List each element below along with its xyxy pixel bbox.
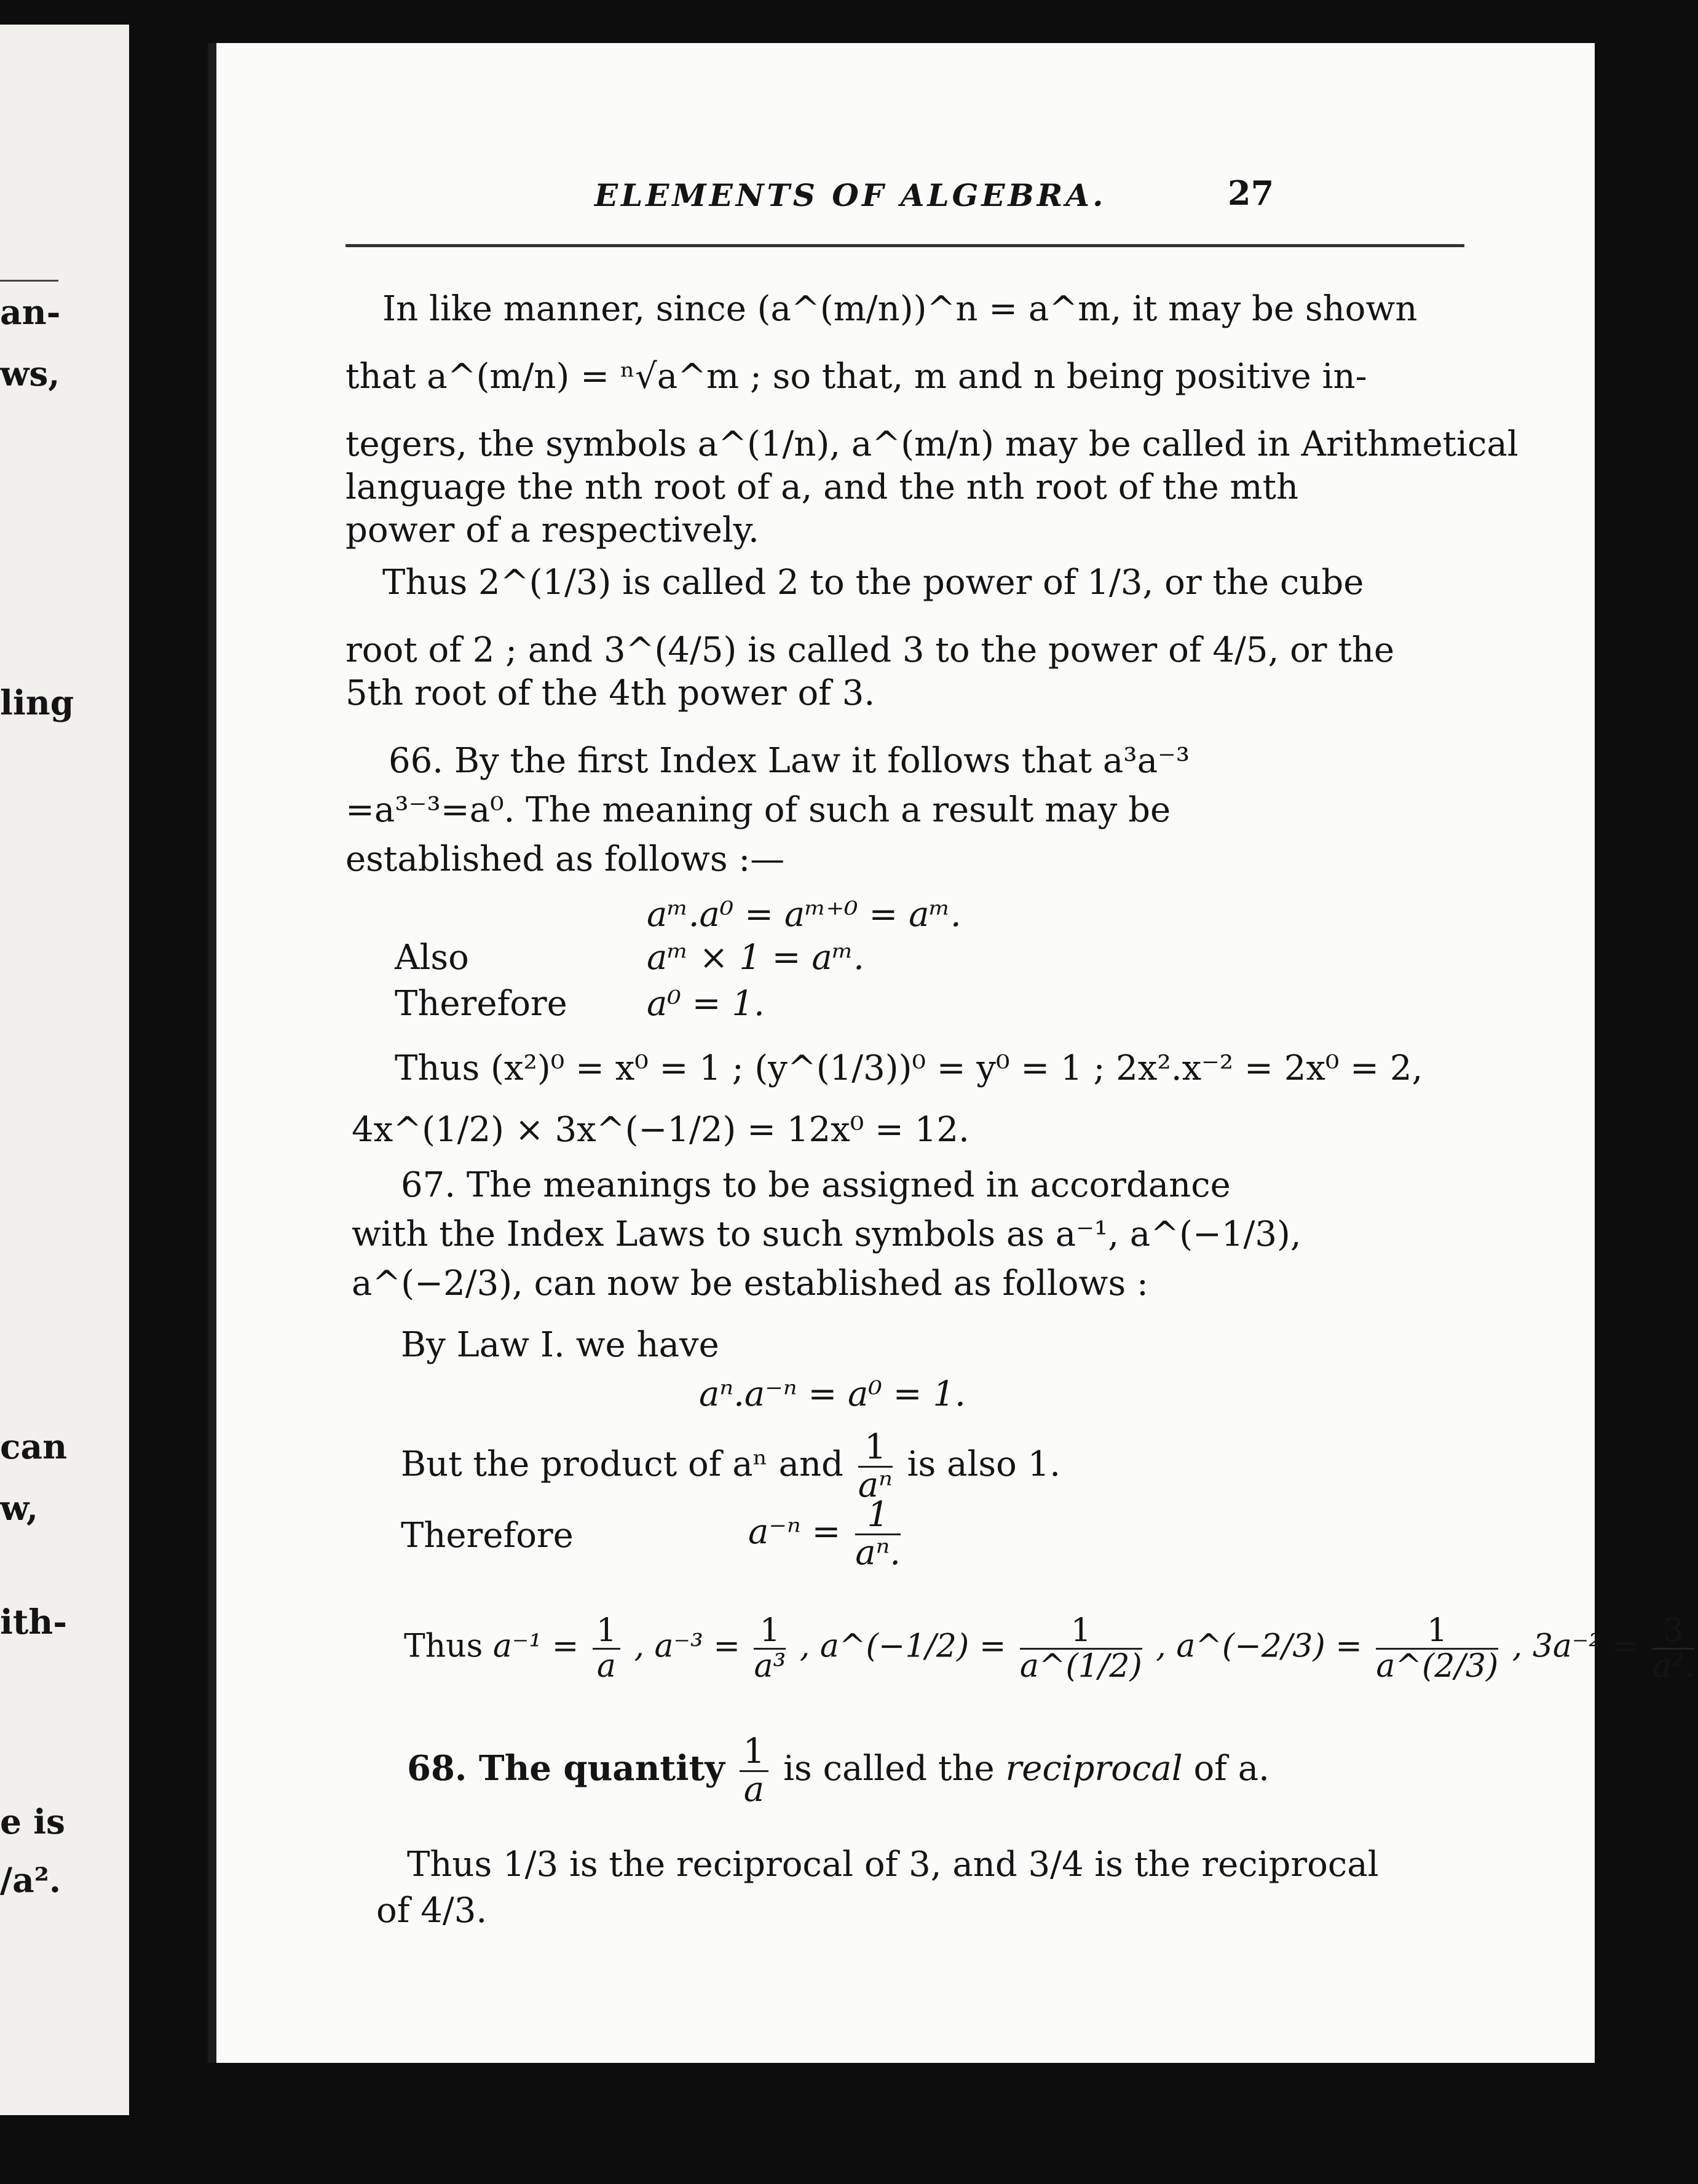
- book-page: [208, 43, 1695, 2063]
- facing-page-rule: [0, 280, 58, 282]
- margin-fragment: e is: [0, 1802, 65, 1842]
- margin-fragment: ws,: [0, 354, 60, 394]
- fraction: $\frac{1}{\text{a³}}$: [754, 1612, 786, 1685]
- section-66-line: 66. By the first Index Law it follows that a³a⁻³: [389, 741, 1190, 781]
- text-line: established as follows :—: [346, 839, 785, 879]
- product-text: But the product of aⁿ and: [401, 1444, 843, 1484]
- equation: aⁿ.a⁻ⁿ = a⁰ = 1.: [699, 1374, 966, 1414]
- margin-fragment: /a².: [0, 1860, 61, 1900]
- fraction-1-over-a: $\frac{1}{a}$: [740, 1734, 769, 1808]
- text-line: In like manner, since (a^(m/n))^n = a^m, it may be shown: [382, 289, 1418, 329]
- text-line: that a^(m/n) = ⁿ√a^m ; so that, m and n being positive in-: [346, 357, 1367, 397]
- facing-page-fragment: [0, 25, 129, 2115]
- running-title: ELEMENTS OF ALGEBRA.: [594, 177, 1107, 213]
- margin-fragment: an-: [0, 292, 61, 332]
- text-line: 5th root of the 4th power of 3.: [346, 673, 875, 713]
- text-line: Thus 1/3 is the reciprocal of 3, and 3/4 is the reciprocal: [407, 1845, 1379, 1885]
- equation: aᵐ × 1 = aᵐ.: [647, 938, 864, 978]
- section-67-line: 67. The meanings to be assigned in accordance: [401, 1165, 1231, 1205]
- fraction: $\frac{3}{\text{a².}}$: [1652, 1612, 1695, 1685]
- fraction: $\frac{1}{a\^{}(2/3)}$: [1376, 1612, 1499, 1685]
- fraction-recip-an: $\frac{1}{\text{aⁿ.}}$: [855, 1495, 901, 1573]
- text-line: =a³⁻³=a⁰. The meaning of such a result may be: [346, 790, 1171, 830]
- text-line: of 4/3.: [376, 1891, 488, 1931]
- text-line: Thus 2^(1/3) is called 2 to the power of 1/3, or the cube: [382, 563, 1364, 603]
- margin-fragment: ith-: [0, 1602, 68, 1642]
- page-number: 27: [1228, 173, 1274, 213]
- fraction: $\frac{1}{a\^{}(1/2)}$: [1019, 1612, 1142, 1685]
- therefore-label: Therefore: [395, 984, 567, 1024]
- thus-examples-line: Thus a⁻¹ = $\frac{1}{a}$ , a⁻³ = $\frac{1}{\text{a³}}$ , a^(−1/2) = $\frac{1}{a\^{}(1/2)}$ , a^(−2/3) = $\frac{1}{a\^{}(2/3)}$ , 3a⁻² = $\frac{3}{\text{a².}}$: [404, 1612, 1695, 1685]
- text-line: Thus (x²)⁰ = x⁰ = 1 ; (y^(1/3))⁰ = y⁰ = 1 ; 2x².x⁻² = 2x⁰ = 2,: [395, 1048, 1423, 1088]
- equation: aᵐ.a⁰ = aᵐ⁺⁰ = aᵐ.: [647, 895, 962, 935]
- text-line: a^(−2/3), can now be established as follows :: [352, 1264, 1148, 1304]
- text-line: language the nth root of a, and the nth root of the mth: [346, 467, 1299, 507]
- margin-fragment: ling: [0, 682, 74, 722]
- text-line: with the Index Laws to such symbols as a⁻¹, a^(−1/3),: [352, 1214, 1301, 1254]
- fraction-1-over-an: $\frac{1}{\text{aⁿ}}$: [858, 1427, 893, 1505]
- header-rule: [346, 244, 1464, 247]
- text-line: [401, 1427, 1061, 1505]
- text-line: By Law I. we have: [401, 1325, 719, 1365]
- text-line: power of a respectively.: [346, 510, 759, 550]
- text-line: root of 2 ; and 3^(4/5) is called 3 to the power of 4/5, or the: [346, 630, 1395, 670]
- text-line: 4x^(1/2) × 3x^(−1/2) = 12x⁰ = 12.: [352, 1110, 969, 1150]
- margin-fragment: can: [0, 1426, 68, 1466]
- equation: a⁰ = 1.: [647, 984, 765, 1024]
- margin-fragment: w,: [0, 1488, 39, 1528]
- section-68-line: 68. The quantity $\frac{1}{a}$ is called the reciprocal of a.: [407, 1731, 1270, 1810]
- therefore-label: Therefore: [401, 1516, 574, 1556]
- product-text-end: is also 1.: [907, 1444, 1061, 1484]
- equation: a⁻ⁿ = $\frac{1}{\text{aⁿ.}}$: [748, 1495, 901, 1573]
- also-label: Also: [395, 938, 469, 978]
- fraction: $\frac{1}{a}$: [593, 1614, 620, 1683]
- text-line: tegers, the symbols a^(1/n), a^(m/n) may be called in Arithmetical: [346, 424, 1518, 464]
